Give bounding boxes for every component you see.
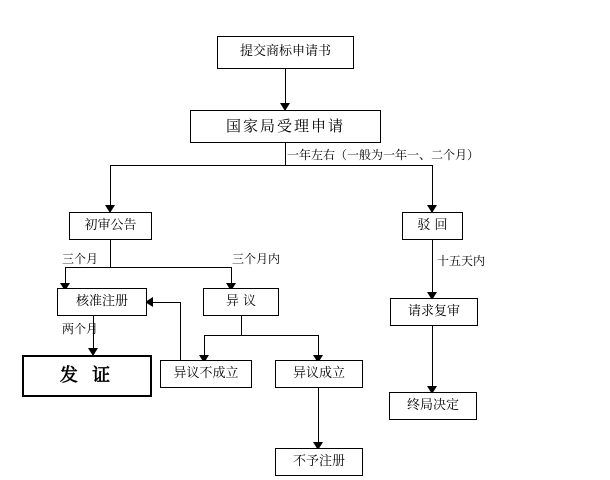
node-label: 请求复审 <box>407 303 460 319</box>
edge-reject-to-review <box>432 240 433 294</box>
edge-review-to-final <box>432 326 433 388</box>
node-label: 核准注册 <box>75 293 128 309</box>
node-label: 异议不成立 <box>173 365 239 381</box>
node-label: 异 议 <box>225 293 257 309</box>
label-accept-time: 一年左右（一般为一年一、二个月） <box>287 148 480 162</box>
node-objection[interactable] <box>203 288 279 316</box>
edge-objection-down <box>241 316 242 335</box>
edge-to-preliminary <box>110 165 111 207</box>
node-label: 初审公告 <box>84 217 137 233</box>
node-label: 发 证 <box>59 365 115 387</box>
edge-objection-failed-up <box>180 302 181 360</box>
edge-accept-down <box>285 143 286 165</box>
label-three-months: 三个月 <box>62 252 99 266</box>
node-label: 异议成立 <box>292 365 345 381</box>
node-objection-established[interactable] <box>275 360 363 388</box>
edge-to-reject <box>432 165 433 207</box>
node-accept-application[interactable] <box>190 110 381 143</box>
label-fifteen-days: 十五天内 <box>437 254 486 268</box>
node-submit-application[interactable] <box>217 36 354 69</box>
edge-objection-success-down <box>318 388 319 444</box>
edge-submit-to-accept <box>285 69 286 105</box>
edge-split-bus <box>110 165 432 166</box>
edge-preliminary-down <box>110 240 111 267</box>
edge-objection-bus <box>204 335 318 336</box>
node-refuse-registration[interactable] <box>275 448 363 476</box>
node-approve-registration[interactable] <box>57 288 147 316</box>
node-final-decision[interactable] <box>389 392 477 420</box>
node-rejected[interactable] <box>402 212 463 240</box>
edge-to-objection-failed <box>204 335 205 357</box>
node-label: 驳 回 <box>417 217 448 233</box>
node-preliminary-announcement[interactable] <box>69 212 152 240</box>
node-label: 国家局受理申请 <box>225 117 345 136</box>
label-within-three-months: 三个月内 <box>232 252 281 266</box>
edge-to-objection-success <box>318 335 319 357</box>
edge-objection-failed-to-approve <box>150 302 180 303</box>
node-objection-not-established[interactable] <box>160 360 252 388</box>
label-two-months: 两个月 <box>62 322 99 336</box>
node-label: 不予注册 <box>292 453 345 469</box>
node-issue-certificate[interactable] <box>22 355 152 397</box>
node-label: 终局决定 <box>406 397 459 413</box>
edge-preliminary-bus <box>65 267 231 268</box>
node-request-review[interactable] <box>390 298 478 326</box>
node-label: 提交商标申请书 <box>239 44 331 60</box>
